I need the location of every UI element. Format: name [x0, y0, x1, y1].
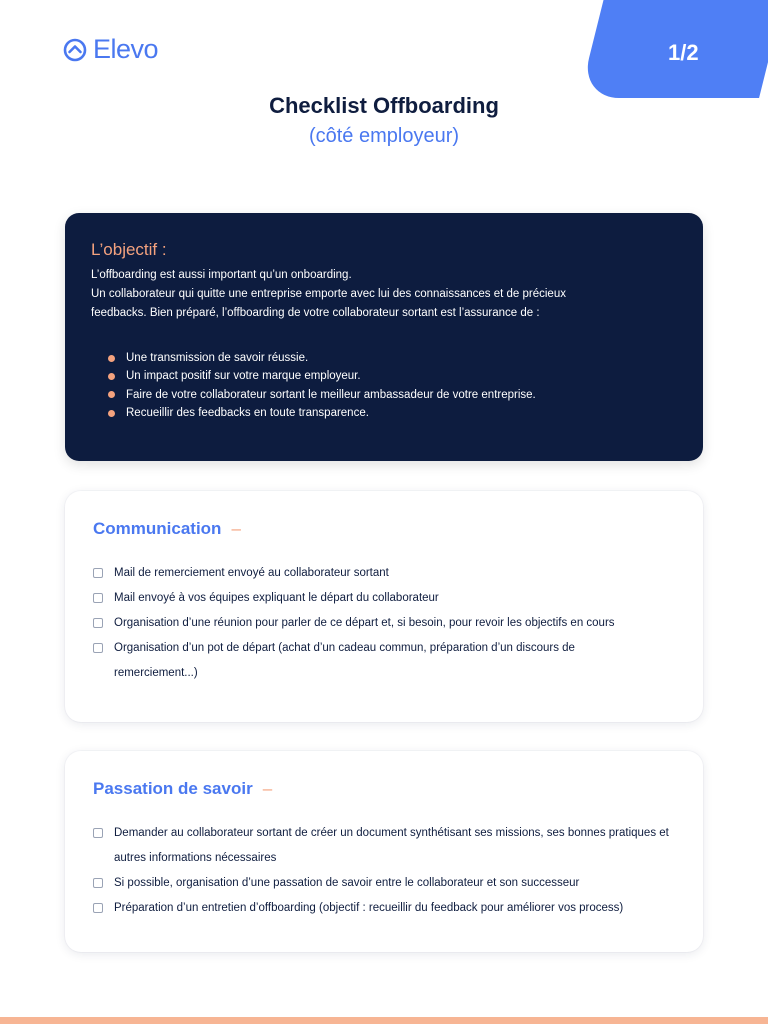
page-title: Checklist Offboarding [269, 93, 499, 118]
elevo-logo [63, 34, 158, 65]
objective-bullet-text: Une transmission de savoir réussie. [126, 352, 309, 364]
checklist-item-label: Organisation d’une réunion pour parler de ce départ et, si besoin, pour revoir les objectifs en cours [114, 617, 615, 629]
bullet-dot-icon [108, 391, 115, 398]
checklist-item [93, 586, 675, 611]
section-heading [93, 519, 675, 539]
checklist-item [93, 871, 675, 896]
section-heading [93, 779, 675, 799]
checkbox[interactable] [93, 643, 103, 653]
knowledge-transfer-card [65, 751, 703, 952]
objective-bullet-text: Faire de votre collaborateur sortant le meilleur ambassadeur de votre entreprise. [126, 388, 536, 401]
checkbox[interactable] [93, 618, 103, 628]
objective-line: Un collaborateur qui quitte une entreprise emporte avec lui des connaissances et de précieux [91, 288, 566, 300]
checklist-item-label: Demander au collaborateur sortant de créer un document synthétisant ses missions, ses bonnes pratiques et autres informations nécessaires [114, 827, 669, 864]
section-title: Passation de savoir [93, 779, 253, 798]
objective-line: feedbacks. Bien préparé, l’offboarding de votre collaborateur sortant est l’assurance de : [91, 307, 540, 319]
bullet-dot-icon [108, 373, 115, 380]
checkbox[interactable] [93, 593, 103, 603]
checkbox[interactable] [93, 878, 103, 888]
bullet-dot-icon [108, 355, 115, 362]
checklist-item [93, 561, 675, 586]
checklist-item-label: Préparation d’un entretien d’offboarding (objectif : recueillir du feedback pour améliorer vos process) [114, 902, 624, 914]
section-title: Communication [93, 519, 222, 538]
checklist [93, 821, 675, 921]
objective-bullet-text: Recueillir des feedbacks en toute transparence. [126, 406, 369, 419]
objective-bullet [108, 349, 677, 367]
checklist-item-label: Si possible, organisation d’une passation de savoir entre le collaborateur et son successeur [114, 877, 580, 889]
objective-bullet [108, 386, 677, 404]
page-subtitle: (côté employeur) [308, 125, 460, 147]
checklist [93, 561, 675, 686]
dash-icon: – [262, 779, 273, 798]
checklist-item-label: Mail de remerciement envoyé au collaborateur sortant [114, 567, 389, 579]
page-indicator: 1/2 [668, 40, 699, 65]
bullet-dot-icon [108, 410, 115, 417]
objective-bullet-text: Un impact positif sur votre marque employeur. [126, 370, 361, 383]
checklist-item-label: Mail envoyé à vos équipes expliquant le départ du collaborateur [114, 592, 439, 604]
checklist-item [93, 611, 675, 636]
checklist-item [93, 821, 675, 871]
checklist-item [93, 896, 675, 921]
checklist-item-label: Organisation d’un pot de départ (achat d’un cadeau commun, préparation d’un discours de remerciement...) [114, 642, 575, 679]
checklist-item [93, 636, 675, 686]
checkbox[interactable] [93, 903, 103, 913]
objective-line: L’offboarding est aussi important qu’un onboarding. [91, 269, 352, 281]
objective-bullet [108, 404, 677, 422]
footer-bar [0, 1017, 768, 1024]
checkbox[interactable] [93, 828, 103, 838]
objective-heading: L’objectif : [91, 240, 167, 259]
checkbox[interactable] [93, 568, 103, 578]
objective-panel [65, 213, 703, 461]
objective-bullet [108, 367, 677, 385]
objective-bullet-list [108, 349, 677, 422]
elevo-logo-icon [63, 38, 87, 62]
dash-icon: – [231, 519, 241, 538]
communication-card [65, 491, 703, 722]
logo-text: Elevo [93, 34, 159, 64]
